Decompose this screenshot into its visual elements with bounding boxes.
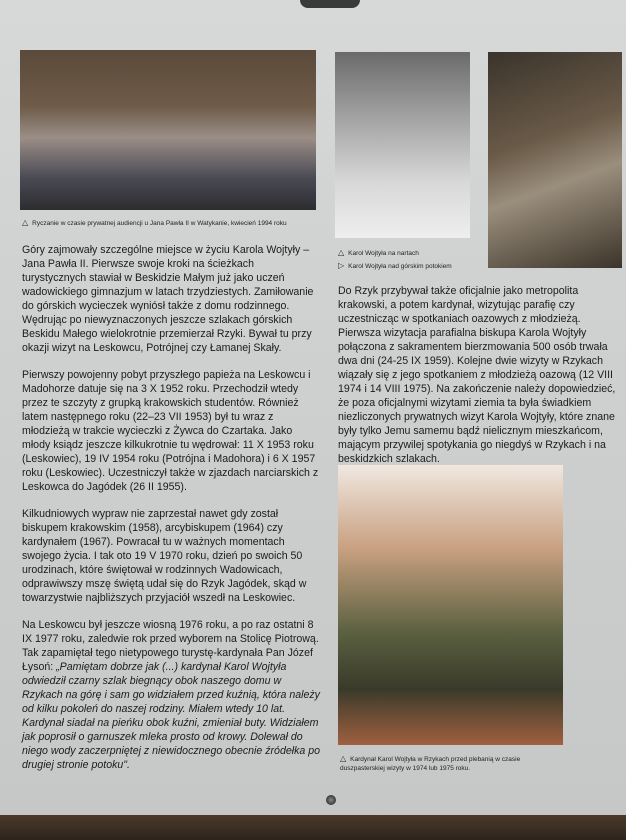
paragraph: Pierwszy powojenny pobyt przyszłego papieża na Leskowcu i Madohorze datuje się na 3 X 1952 roku. Przechodził wtedy przez te szczyty z grupką krakowskich studentów. Również latem następnego roku (22–23 VII 1953) był tu wraz z młodzieżą w trakcie wycieczki z Żywca do Czartaka. Jako młody ksiądz jeszcze kilkukrotnie tu wędrował: 11 X 1953 roku (Leskowiec), 19 IV 1954 roku (Potrójna i Madohora) i 6 X 1957 roku (Leskowiec). Uczestniczył także w zjazdach narciarskich z Leskowca do Jagódek (26 II 1955). (22, 369, 319, 493)
triangle-up-icon: △ (338, 248, 345, 257)
caption-stream (338, 261, 488, 271)
right-column-text (338, 284, 620, 479)
paragraph-intro: Na Leskowcu był jeszcze wiosną 1976 roku, a po raz ostatni 8 IX 1977 roku, zaledwie rok przed wyborem na Stolicę Piotrową. Tak zapamiętał tego nietypowego turystę-kardynała Pan Józef Łysoń: (22, 619, 319, 673)
caption-audience (22, 218, 322, 228)
photo-on-skis (335, 52, 470, 238)
paragraph: Kilkudniowych wypraw nie zaprzestał nawet gdy został biskupem krakowskim (1958), arcybiskupem (1964) czy kardynałem (1967). Powracał tu w ważnych momentach swojego życia. I tak oto 19 V 1970 roku, dzień po swoich 50 urodzinach, które świętował w rodzinnych Wadowicach, odprawiwszy mszę świętą udał się do Rzyk Jagódek, skąd w towarzystwie najbliższych przyjaciół wszedł na Leskowiec. (22, 508, 307, 604)
caption-text: Kardynał Karol Wojtyła w Rzykach przed plebanią w czasie duszpasterskiej wizyty w 1974 lub 1975 roku. (340, 756, 521, 772)
triangle-up-icon: △ (22, 218, 29, 227)
photo-cardinal-at-rectory (338, 465, 563, 745)
left-column-text (22, 243, 320, 785)
photo-papal-audience (20, 50, 316, 210)
caption-text: Karol Wojtyła na nartach (348, 250, 419, 257)
triangle-right-icon: ▷ (338, 261, 345, 270)
quote: „Pamiętam dobrze jak (...) kardynał Karol Wojtyła odwiedził czarny szlak biegnący obok naszego domu w Rzykach na górę i sam go widziałem przed kuźnią, która należy od kilku pokoleń do naszej rodziny. Miałem wtedy 10 lat. Kardynał siadał na pieńku obok kuźni, zmieniał buty. Widziałem jak poprosił o garnuszek mleka prosto od krowy. Dolewał do niego wody zaczerpniętej z niewidocznego obecnie źródełka po drugiej stronie potoku". (22, 661, 320, 771)
caption-skis (338, 248, 488, 258)
paragraph: Góry zajmowały szczególne miejsce w życiu Karola Wojtyły – Jana Pawła II. Pierwsze swoje kroki na ścieżkach turystycznych stawiał w Beskidzie Małym już jako uczeń wadowickiego gimnazjum w latach trzydziestych. Zamiłowanie do górskich wycieczek wyniósł także z domu rodzinnego. Wędrując po niewyznaczonych jeszcze szlakach górskich Beskidu Małego wielokrotnie przemierzał Rzyki. Bywał tu przy okazji wizyt na Leskowcu, Potrójnej czy Łamanej Skały. (22, 244, 314, 354)
paragraph (22, 618, 320, 772)
caption-rectory (340, 754, 540, 773)
paragraph: Do Rzyk przybywał także oficjalnie jako metropolita krakowski, a potem kardynał, wizytując parafię czy uczestnicząc w spotkaniach oazowych z młodzieżą. Pierwsza wizytacja parafialna biskupa Karola Wojtyły połączona z sakramentem bierzmowania 500 osób trwała dwa dni (24-25 IX 1959). Kolejne dwie wizyty w Rzykach wiązały się z jego spotkaniem z młodzieżą oazową (12 VIII 1974 i 14 VIII 1975). Na zakończenie należy dopowiedzieć, że poza oficjalnymi wizytami ziemia ta była świadkiem niezliczonych prywatnych wizyt Karola Wojtyły, które znane były tylko Jemu samemu bądź nielicznym mieszkańcom, mającym przywilej spotykania go niegdyś w Rzykach i na beskidzkich szlakach. (338, 285, 616, 465)
caption-text: Ryczanie w czasie prywatnej audiencji u Jana Pawła II w Watykanie, kwiecień 1994 roku (32, 220, 287, 227)
caption-text: Karol Wojtyła nad górskim potokiem (348, 263, 452, 270)
screw-icon (326, 795, 336, 805)
triangle-up-icon: △ (340, 754, 347, 763)
wooden-frame (0, 815, 626, 840)
board-top-edge (300, 0, 360, 8)
photo-by-stream (488, 52, 622, 268)
